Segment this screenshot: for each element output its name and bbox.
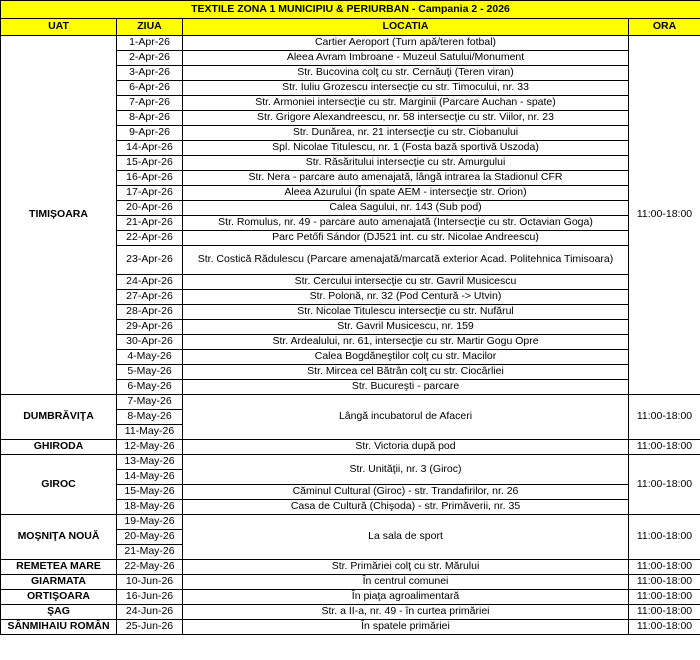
ziua-cell: 16-Apr-26 xyxy=(117,171,183,186)
locatia-cell: Lângă incubatorul de Afaceri xyxy=(183,395,629,440)
ziua-cell: 24-Jun-26 xyxy=(117,605,183,620)
table-row xyxy=(1,620,700,635)
ziua-cell: 23-Apr-26 xyxy=(117,246,183,275)
ziua-cell: 5-May-26 xyxy=(117,365,183,380)
locatia-cell: Str. Victoria după pod xyxy=(183,440,629,455)
table-row xyxy=(1,515,700,530)
uat-cell: ORTIŞOARA xyxy=(1,590,117,605)
ziua-cell: 8-May-26 xyxy=(117,410,183,425)
column-header-ziua: ZIUA xyxy=(117,19,183,36)
ora-cell: 11:00-18:00 xyxy=(629,575,700,590)
ora-cell: 11:00-18:00 xyxy=(629,395,700,440)
locatia-cell: Str. Grigore Alexandreescu, nr. 58 intersecţie cu str. Viilor, nr. 23 xyxy=(183,111,629,126)
locatia-cell: Parc Petőfi Sándor (DJ521 int. cu str. Nicolae Andreescu) xyxy=(183,231,629,246)
locatia-cell: Str. Ardealului, nr. 61, intersecţie cu str. Martir Gogu Opre xyxy=(183,335,629,350)
ziua-cell: 21-Apr-26 xyxy=(117,216,183,231)
ziua-cell: 1-Apr-26 xyxy=(117,36,183,51)
locatia-cell: Aleea Avram Imbroane - Muzeul Satului/Monument xyxy=(183,51,629,66)
ora-cell: 11:00-18:00 xyxy=(629,620,700,635)
ziua-cell: 24-Apr-26 xyxy=(117,275,183,290)
table-row xyxy=(1,590,700,605)
ziua-cell: 13-May-26 xyxy=(117,455,183,470)
locatia-cell: Str. a II-a, nr. 49 - în curtea primăriei xyxy=(183,605,629,620)
locatia-cell: În spatele primăriei xyxy=(183,620,629,635)
locatia-cell: Str. Nera - parcare auto amenajată, lângă intrarea la Stadionul CFR xyxy=(183,171,629,186)
locatia-cell: Cartier Aeroport (Turn apă/teren fotbal) xyxy=(183,36,629,51)
locatia-cell: În piaţa agroalimentară xyxy=(183,590,629,605)
table-title-row xyxy=(1,1,700,19)
uat-cell: SÂNMIHAIU ROMÂN xyxy=(1,620,117,635)
page-title: TEXTILE ZONA 1 MUNICIPIU & PERIURBAN - Campania 2 - 2026 xyxy=(1,1,700,19)
column-header-uat: UAT xyxy=(1,19,117,36)
ora-cell: 11:00-18:00 xyxy=(629,455,700,515)
ziua-cell: 2-Apr-26 xyxy=(117,51,183,66)
ziua-cell: 22-Apr-26 xyxy=(117,231,183,246)
table-row xyxy=(1,560,700,575)
uat-cell: DUMBRĂVIŢA xyxy=(1,395,117,440)
column-header-locatia: LOCATIA xyxy=(183,19,629,36)
uat-cell: ŞAG xyxy=(1,605,117,620)
ora-cell: 11:00-18:00 xyxy=(629,590,700,605)
ziua-cell: 14-May-26 xyxy=(117,470,183,485)
locatia-cell: Str. Nicolae Titulescu intersecţie cu str. Nufărul xyxy=(183,305,629,320)
ziua-cell: 18-May-26 xyxy=(117,500,183,515)
column-header-ora: ORA xyxy=(629,19,700,36)
table-row xyxy=(1,440,700,455)
ziua-cell: 11-May-26 xyxy=(117,425,183,440)
ziua-cell: 29-Apr-26 xyxy=(117,320,183,335)
ziua-cell: 22-May-26 xyxy=(117,560,183,575)
uat-cell: GHIRODA xyxy=(1,440,117,455)
locatia-cell: Casa de Cultură (Chişoda) - str. Primăverii, nr. 35 xyxy=(183,500,629,515)
ziua-cell: 25-Jun-26 xyxy=(117,620,183,635)
ziua-cell: 10-Jun-26 xyxy=(117,575,183,590)
locatia-cell: Str. Romulus, nr. 49 - parcare auto amenajată (Intersecţie cu str. Octavian Goga) xyxy=(183,216,629,231)
locatia-cell: Calea Sagului, nr. 143 (Sub pod) xyxy=(183,201,629,216)
uat-cell: MOŞNIŢA NOUĂ xyxy=(1,515,117,560)
locatia-cell: Căminul Cultural (Giroc) - str. Trandafirilor, nr. 26 xyxy=(183,485,629,500)
ora-cell: 11:00-18:00 xyxy=(629,605,700,620)
table-header-row xyxy=(1,19,700,36)
locatia-cell: Str. Dunărea, nr. 21 intersecţie cu str. Ciobanului xyxy=(183,126,629,141)
ziua-cell: 6-May-26 xyxy=(117,380,183,395)
ziua-cell: 16-Jun-26 xyxy=(117,590,183,605)
table-row xyxy=(1,36,700,51)
ziua-cell: 30-Apr-26 xyxy=(117,335,183,350)
locatia-cell: Str. Răsăritului intersecţie cu str. Amurgului xyxy=(183,156,629,171)
locatia-cell: Spl. Nicolae Titulescu, nr. 1 (Fosta bază sportivă Uszoda) xyxy=(183,141,629,156)
locatia-cell: La sala de sport xyxy=(183,515,629,560)
locatia-cell: În centrul comunei xyxy=(183,575,629,590)
uat-cell: TIMIȘOARA xyxy=(1,36,117,395)
locatia-cell: Str. Iuliu Grozescu intersecţie cu str. Timocului, nr. 33 xyxy=(183,81,629,96)
table-row xyxy=(1,575,700,590)
ora-cell: 11:00-18:00 xyxy=(629,515,700,560)
locatia-cell: Aleea Azurului (În spate AEM - intersecţie str. Orion) xyxy=(183,186,629,201)
locatia-cell: Str. Bucovina colţ cu str. Cernăuţi (Teren viran) xyxy=(183,66,629,81)
ziua-cell: 19-May-26 xyxy=(117,515,183,530)
locatia-cell: Str. Mircea cel Bătrân colţ cu str. Ciocârliei xyxy=(183,365,629,380)
ziua-cell: 17-Apr-26 xyxy=(117,186,183,201)
ziua-cell: 12-May-26 xyxy=(117,440,183,455)
locatia-cell: Str. Bucureşti - parcare xyxy=(183,380,629,395)
locatia-cell: Str. Polonă, nr. 32 (Pod Centură -> Utvin) xyxy=(183,290,629,305)
ziua-cell: 15-May-26 xyxy=(117,485,183,500)
ziua-cell: 20-May-26 xyxy=(117,530,183,545)
locatia-cell: Str. Armoniei intersecţie cu str. Marginii (Parcare Auchan - spate) xyxy=(183,96,629,111)
table-row xyxy=(1,605,700,620)
locatia-cell: Str. Cercului intersecţie cu str. Gavril Musicescu xyxy=(183,275,629,290)
ziua-cell: 27-Apr-26 xyxy=(117,290,183,305)
ziua-cell: 6-Apr-26 xyxy=(117,81,183,96)
ora-cell: 11:00-18:00 xyxy=(629,560,700,575)
ziua-cell: 15-Apr-26 xyxy=(117,156,183,171)
locatia-cell: Str. Unităţii, nr. 3 (Giroc) xyxy=(183,455,629,485)
ziua-cell: 14-Apr-26 xyxy=(117,141,183,156)
table-row xyxy=(1,455,700,470)
ziua-cell: 7-Apr-26 xyxy=(117,96,183,111)
locatia-cell: Str. Gavril Musicescu, nr. 159 xyxy=(183,320,629,335)
ziua-cell: 4-May-26 xyxy=(117,350,183,365)
ora-cell: 11:00-18:00 xyxy=(629,440,700,455)
ziua-cell: 3-Apr-26 xyxy=(117,66,183,81)
ziua-cell: 20-Apr-26 xyxy=(117,201,183,216)
uat-cell: GIROC xyxy=(1,455,117,515)
uat-cell: REMETEA MARE xyxy=(1,560,117,575)
uat-cell: GIARMATA xyxy=(1,575,117,590)
ziua-cell: 21-May-26 xyxy=(117,545,183,560)
ora-cell: 11:00-18:00 xyxy=(629,36,700,395)
locatia-cell: Calea Bogdăneştilor colţ cu str. Macilor xyxy=(183,350,629,365)
ziua-cell: 7-May-26 xyxy=(117,395,183,410)
ziua-cell: 9-Apr-26 xyxy=(117,126,183,141)
table-row xyxy=(1,395,700,410)
ziua-cell: 8-Apr-26 xyxy=(117,111,183,126)
locatia-cell: Str. Costică Rădulescu (Parcare amenajată/marcată exterior Acad. Politehnica Timisoara) xyxy=(183,246,629,275)
ziua-cell: 28-Apr-26 xyxy=(117,305,183,320)
locatia-cell: Str. Primăriei colţ cu str. Mărului xyxy=(183,560,629,575)
